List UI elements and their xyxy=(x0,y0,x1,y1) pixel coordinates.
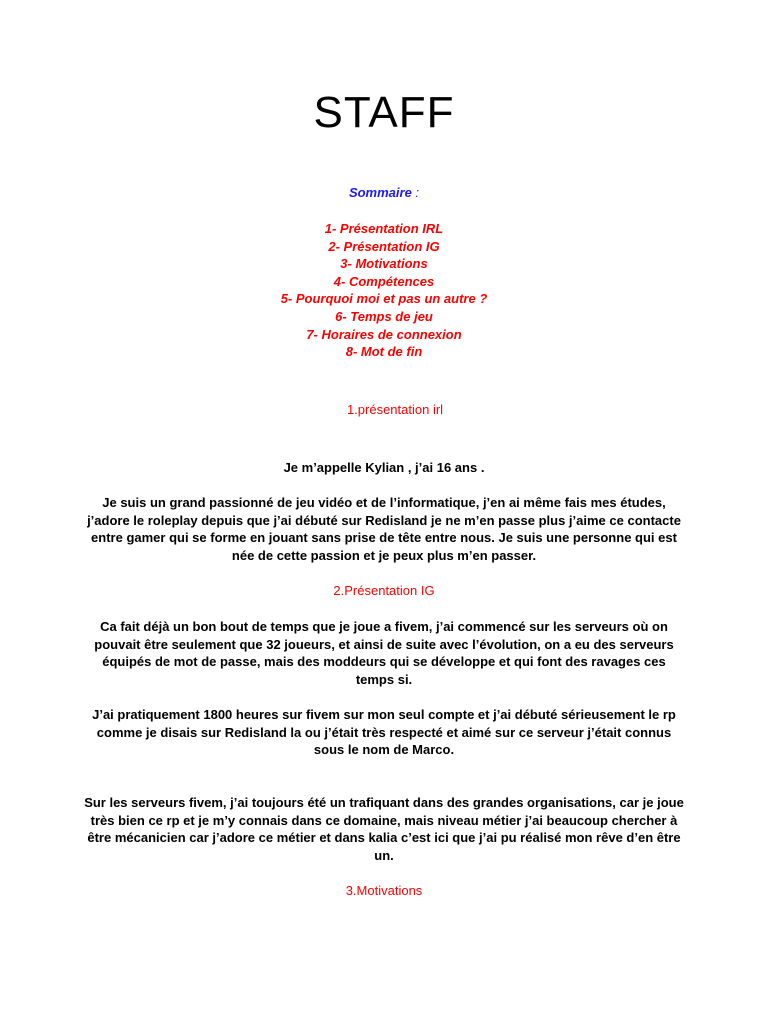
sommaire-colon: : xyxy=(411,185,420,200)
toc-item: 2- Présentation IG xyxy=(328,238,440,254)
toc-item: 4- Compétences xyxy=(333,273,435,289)
presentation-ig-paragraph-2: J’ai pratiquement 1800 heures sur fivem sur mon seul compte et j’ai débuté sérieusement le rp comme je disais sur Redisland la ou j’était très respecté et aimé sur ce serveur j’était connus sous le nom de Marco. xyxy=(92,707,676,758)
toc-item: 1- Présentation IRL xyxy=(324,221,444,236)
presentation-irl-paragraph: Je suis un grand passionné de jeu vidéo et de l’informatique, j’en ai même fais mes études, j’adore le roleplay depuis que j’ai débuté sur Redisland je ne m’en passe plus j’aime ce contacte entre gamer qui se forme en jouant sans prise de tête entre nous. Je suis une personne qui est née de cette passion et je peux plus m’en passer. xyxy=(87,495,681,563)
section-heading-presentation-ig: 2.Présentation IG xyxy=(333,583,435,598)
sommaire-heading xyxy=(0,185,768,200)
presentation-ig-paragraph-3: Sur les serveurs fivem, j’ai toujours été un trafiquant dans des grandes organisations, car je joue très bien ce rp et je m’y connais dans ce domaine, mais niveau métier j’ai beaucoup chercher à être mécanicien car j’adore ce métier et dans kalia c’est ici que j’ai pu réalisé mon rêve d’en être un. xyxy=(84,795,684,863)
table-of-contents xyxy=(0,220,768,361)
document-title: STAFF xyxy=(313,88,455,137)
intro-paragraph: Je m’appelle Kylian , j’ai 16 ans . xyxy=(283,460,485,475)
section-heading-presentation-irl: 1.présentation irl xyxy=(346,402,444,417)
toc-item: 5- Pourquoi moi et pas un autre ? xyxy=(280,291,488,307)
toc-item: 7- Horaires de connexion xyxy=(306,326,462,342)
section-heading-motivations: 3.Motivations xyxy=(345,883,423,898)
toc-item: 8- Mot de fin xyxy=(345,344,423,360)
toc-item: 3- Motivations xyxy=(340,256,428,272)
toc-item: 6- Temps de jeu xyxy=(335,308,433,324)
presentation-ig-paragraph-1: Ca fait déjà un bon bout de temps que je joue a fivem, j’ai commencé sur les serveurs où on pouvait être seulement que 32 joueurs, et ainsi de suite avec l’évolution, on a eu des serveurs équipés de mot de passe, mais des moddeurs qui se développe et qui font des ravages ces temps si. xyxy=(94,619,674,687)
sommaire-label: Sommaire xyxy=(348,185,412,200)
